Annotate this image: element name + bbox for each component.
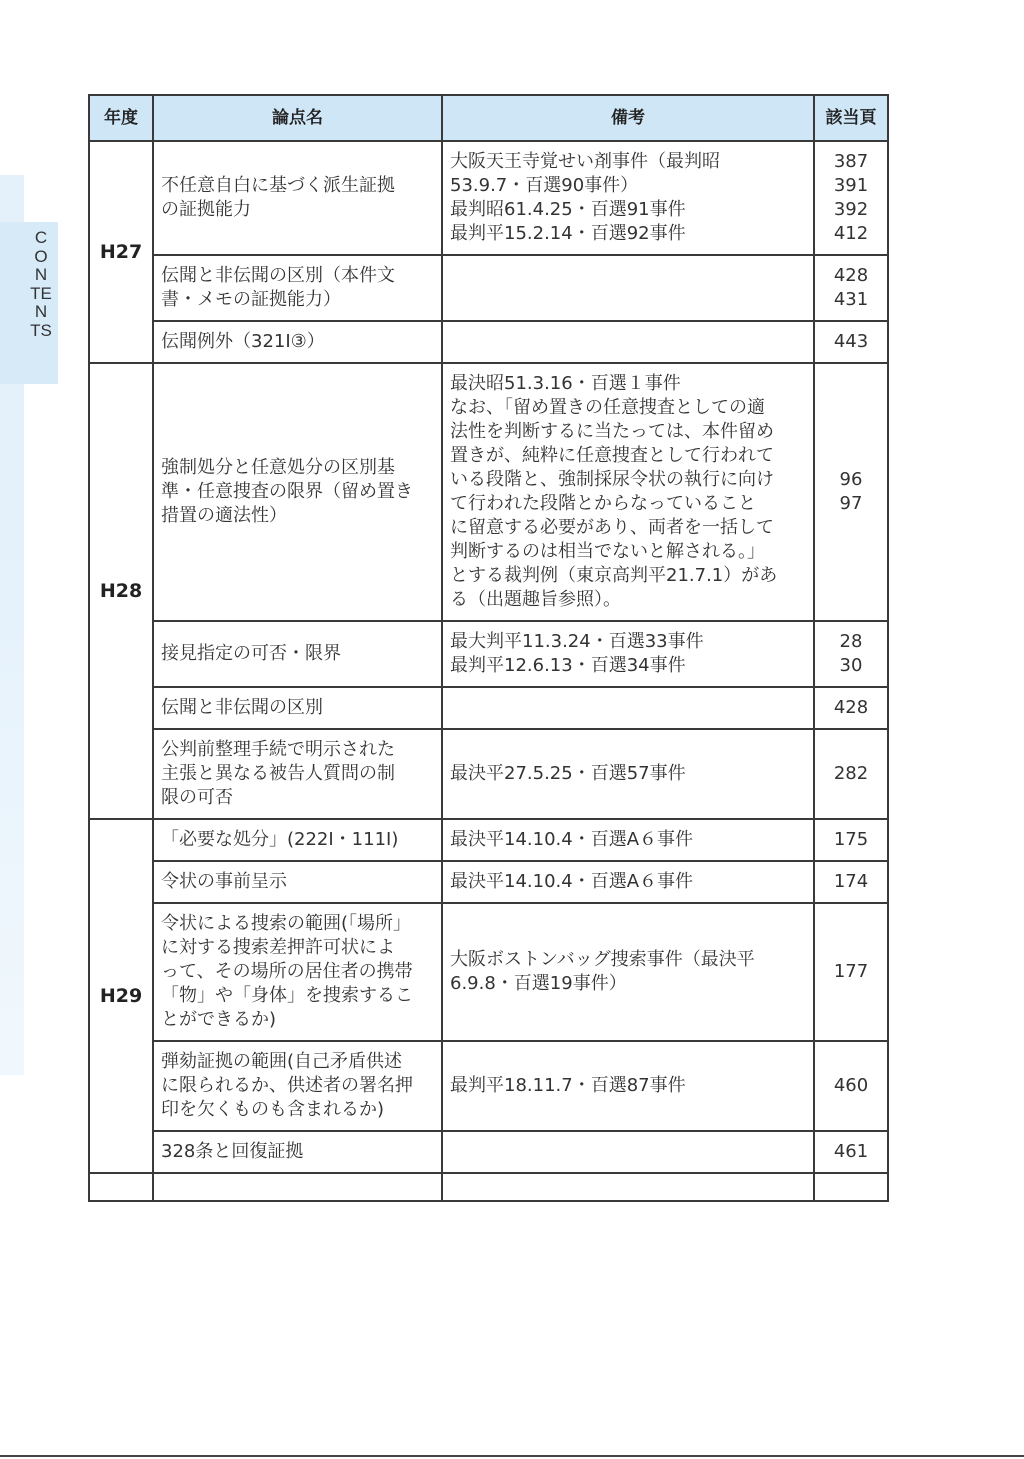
page-cell-line: 460: [833, 1075, 869, 1096]
notes-cell-line: 法性を判断するに当たっては、本件留め: [450, 421, 774, 442]
page-cell: [814, 861, 888, 903]
notes-cell-line: 6.9.8・百選19事件）: [450, 973, 627, 994]
page-cell-line: 175: [833, 829, 869, 850]
notes-cell-line: 大阪ボストンバッグ捜索事件（最決平: [450, 949, 755, 970]
table-row: [89, 729, 888, 819]
table-row: [89, 141, 888, 255]
topic-cell: [153, 729, 442, 819]
contents-table: [88, 94, 889, 1202]
page-cell-line: 391: [833, 175, 869, 196]
notes-cell-line: とする裁判例（東京高判平21.7.1）があ: [450, 565, 778, 586]
notes-cell-line: 最大判平11.3.24・百選33事件: [450, 631, 704, 652]
continuation-row: [89, 1173, 888, 1201]
notes-cell: [442, 729, 814, 819]
page-cell-line: 96: [839, 469, 863, 490]
page-cell: [814, 141, 888, 255]
topic-cell-line: 弾劾証拠の範囲(自己矛盾供述: [161, 1051, 403, 1072]
topic-cell-line: 「必要な処分」(222Ⅰ・111Ⅰ): [161, 829, 399, 850]
notes-cell-line: 最決昭51.3.16・百選１事件: [450, 373, 681, 394]
notes-cell: [442, 621, 814, 687]
topic-cell-line: 伝聞と非伝聞の区別: [161, 697, 323, 718]
page-cell-line: 428: [833, 697, 869, 718]
topic-cell: [153, 1041, 442, 1131]
topic-cell-line: 限の可否: [161, 787, 233, 808]
notes-cell-line: て行われた段階とからなっていること: [450, 493, 756, 514]
topic-cell-line: 令状の事前呈示: [161, 871, 287, 892]
year-cell: H29: [89, 819, 153, 1173]
topic-cell: [153, 321, 442, 363]
page-cell-line: 97: [839, 493, 863, 514]
page-cell-line: 177: [833, 961, 869, 982]
table-row: [89, 687, 888, 729]
table-row: [89, 903, 888, 1041]
page-cell: [814, 1131, 888, 1173]
table-row: [89, 819, 888, 861]
notes-cell: [442, 255, 814, 321]
topic-cell-line: 書・メモの証拠能力）: [161, 289, 341, 310]
topic-cell: [153, 621, 442, 687]
page-cell-line: 461: [833, 1141, 869, 1162]
page-cell-line: 387: [833, 151, 869, 172]
notes-cell-line: 最判平18.11.7・百選87事件: [450, 1075, 686, 1096]
topic-cell-line: 公判前整理手続で明示された: [161, 739, 395, 760]
page-cell: [814, 903, 888, 1041]
header-topic: 論点名: [153, 95, 442, 141]
topic-cell-line: 主張と異なる被告人質問の制: [161, 763, 395, 784]
table-row: [89, 363, 888, 621]
table-row: [89, 861, 888, 903]
notes-cell: [442, 363, 814, 621]
notes-cell-line: に留意する必要があり、両者を一括して: [450, 517, 774, 538]
header-row: [89, 95, 888, 141]
topic-cell-line: 不任意自白に基づく派生証拠: [161, 175, 395, 196]
notes-cell-line: る（出題趣旨参照）。: [450, 589, 621, 610]
topic-cell-line: とができるか): [161, 1009, 277, 1030]
table-row: [89, 621, 888, 687]
topic-cell: [153, 141, 442, 255]
topic-cell-line: 令状による捜索の範囲(「場所」: [161, 913, 412, 934]
notes-cell-line: 最決平27.5.25・百選57事件: [450, 763, 686, 784]
page-cell-line: 28: [839, 631, 863, 652]
continuation-cell: [442, 1173, 814, 1201]
topic-cell-line: って、その場所の居住者の携帯: [161, 961, 413, 982]
page-cell-line: 443: [833, 331, 869, 352]
header-year: 年度: [89, 95, 153, 141]
notes-cell-line: 最判平15.2.14・百選92事件: [450, 223, 686, 244]
header-notes: 備考: [442, 95, 814, 141]
notes-cell-line: 大阪天王寺覚せい剤事件（最判昭: [450, 151, 720, 172]
topic-cell: [153, 255, 442, 321]
page-cell: [814, 255, 888, 321]
page-cell-line: 428: [833, 265, 869, 286]
topic-cell-line: 「物」や「身体」を捜索するこ: [161, 985, 413, 1006]
page-bottom-rule: [0, 1455, 1024, 1457]
year-cell: H28: [89, 363, 153, 819]
topic-cell-line: の証拠能力: [161, 199, 251, 220]
page-cell: [814, 1041, 888, 1131]
table-row: [89, 255, 888, 321]
page-cell: [814, 363, 888, 621]
notes-cell: [442, 903, 814, 1041]
page-cell: [814, 321, 888, 363]
notes-cell-line: 最決平14.10.4・百選A６事件: [450, 871, 694, 892]
notes-cell-line: 最決平14.10.4・百選A６事件: [450, 829, 694, 850]
contents-label: CONTENTS: [30, 228, 52, 340]
topic-cell-line: 伝聞例外（321Ⅰ③）: [161, 331, 325, 352]
notes-cell-line: 53.9.7・百選90事件）: [450, 175, 639, 196]
page-cell-line: 431: [833, 289, 869, 310]
topic-cell-line: 準・任意捜査の限界（留め置き: [161, 481, 413, 502]
page-cell: [814, 729, 888, 819]
topic-cell-line: 接見指定の可否・限界: [161, 643, 341, 664]
topic-cell-line: 328条と回復証拠: [161, 1141, 304, 1162]
page-cell: [814, 687, 888, 729]
page-cell-line: 174: [833, 871, 869, 892]
continuation-cell: [89, 1173, 153, 1201]
topic-cell-line: 印を欠くものも含まれるか): [161, 1099, 385, 1120]
notes-cell: [442, 687, 814, 729]
topic-cell-line: に対する捜索差押許可状によ: [161, 937, 395, 958]
notes-cell-line: 最判平12.6.13・百選34事件: [450, 655, 686, 676]
table-row: [89, 1131, 888, 1173]
year-cell: H27: [89, 141, 153, 363]
table-row: [89, 1041, 888, 1131]
topic-cell: [153, 1131, 442, 1173]
topic-cell: [153, 861, 442, 903]
notes-cell-line: なお、「留め置きの任意捜査としての適: [450, 397, 765, 418]
notes-cell: [442, 861, 814, 903]
continuation-cell: [814, 1173, 888, 1201]
page-cell: [814, 819, 888, 861]
notes-cell-line: 判断するのは相当でないと解される。」: [450, 541, 765, 562]
topic-cell: [153, 687, 442, 729]
continuation-cell: [153, 1173, 442, 1201]
topic-cell-line: 伝聞と非伝聞の区別（本件文: [161, 265, 395, 286]
page-cell: [814, 621, 888, 687]
notes-cell: [442, 1041, 814, 1131]
topic-cell: [153, 363, 442, 621]
topic-cell-line: 措置の適法性）: [161, 505, 287, 526]
page-cell-line: 30: [839, 655, 863, 676]
topic-cell: [153, 903, 442, 1041]
topic-cell-line: 強制処分と任意処分の区別基: [161, 457, 395, 478]
notes-cell: [442, 141, 814, 255]
topic-cell: [153, 819, 442, 861]
topic-cell-line: に限られるか、供述者の署名押: [161, 1075, 413, 1096]
page-cell-line: 412: [833, 223, 869, 244]
header-page: 該当頁: [814, 95, 888, 141]
notes-cell: [442, 1131, 814, 1173]
table-row: [89, 321, 888, 363]
notes-cell-line: 最判昭61.4.25・百選91事件: [450, 199, 686, 220]
notes-cell: [442, 819, 814, 861]
notes-cell-line: 置きが、純粋に任意捜査として行われて: [450, 445, 774, 466]
page-cell-line: 282: [833, 763, 869, 784]
notes-cell: [442, 321, 814, 363]
notes-cell-line: いる段階と、強制採尿令状の執行に向け: [450, 469, 774, 490]
page-cell-line: 392: [833, 199, 869, 220]
